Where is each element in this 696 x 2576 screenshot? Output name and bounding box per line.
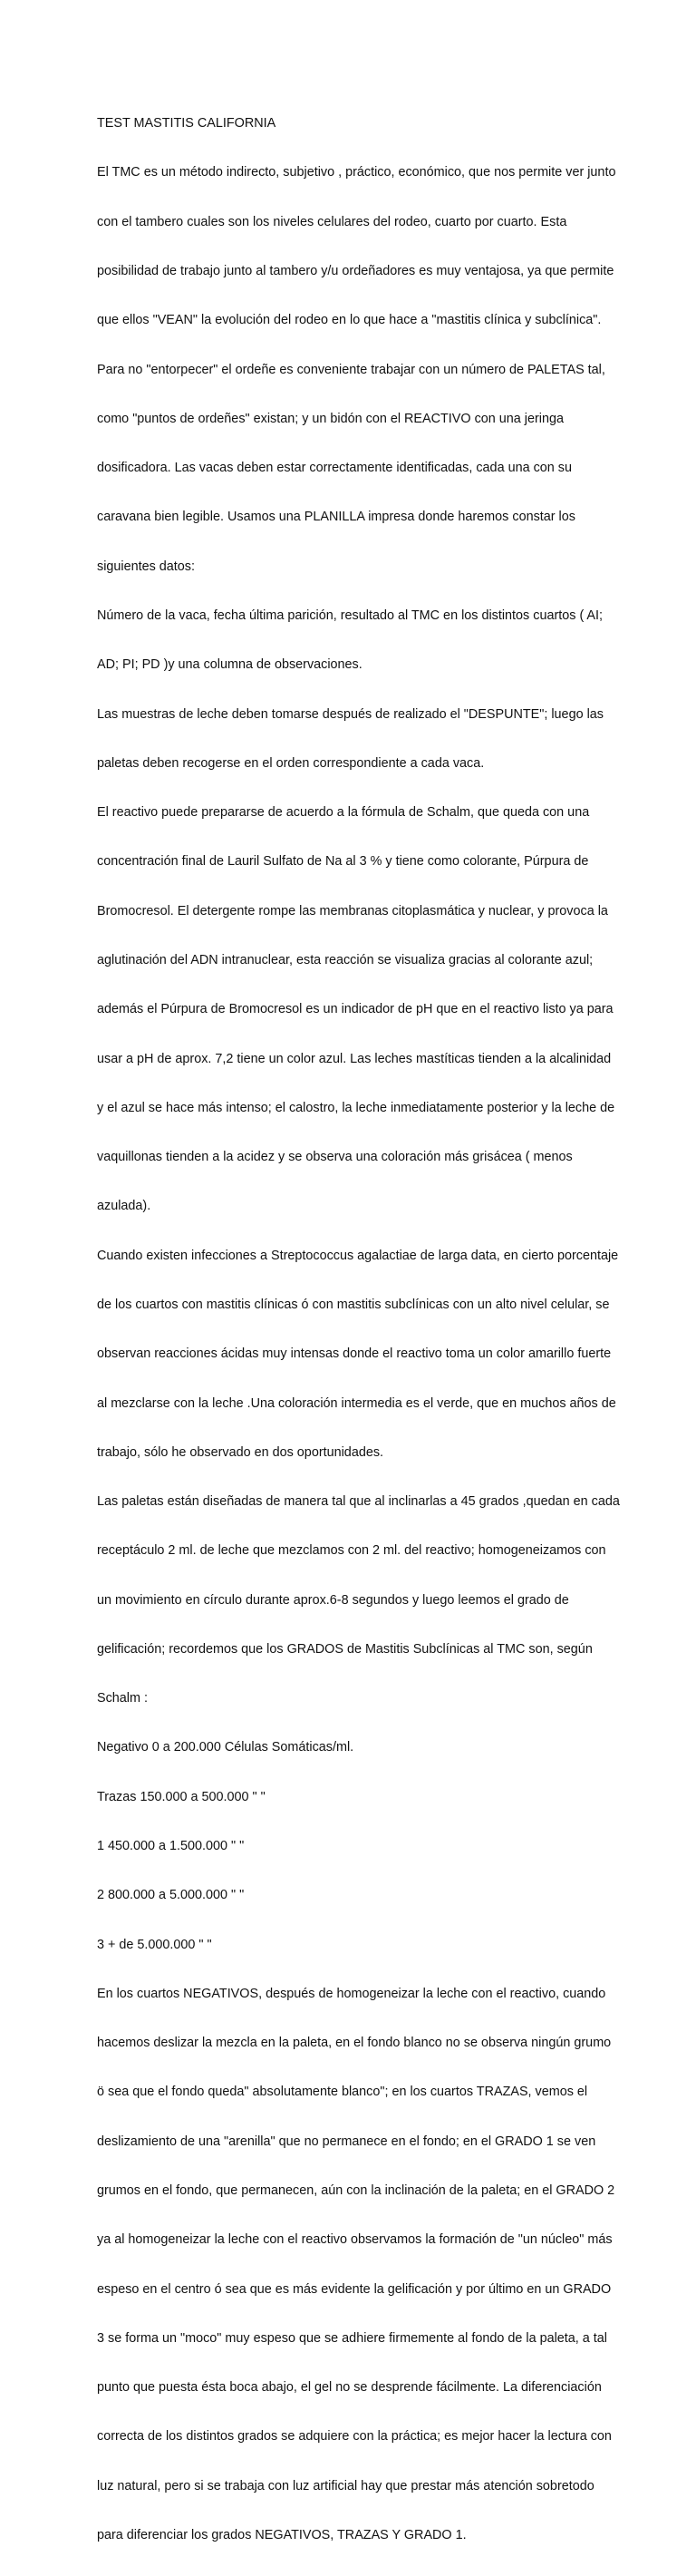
paragraph-line: receptáculo 2 ml. de leche que mezclamos con 2 ml. del reactivo; homogeneizamos con: [97, 1543, 606, 1559]
paragraph-line: usar a pH de aprox. 7,2 tiene un color azul. Las leches mastíticas tienden a la alcalinidad: [97, 1051, 612, 1066]
paragraph-line: aglutinación del ADN intranuclear, esta reacción se visualiza gracias al colorante azul;: [97, 952, 594, 967]
paragraph-line: un movimiento en círculo durante aprox.6-8 segundos y luego leemos el grado de: [97, 1592, 569, 1608]
paragraph-line: espeso en el centro ó sea que es más evidente la gelificación y por último en un GRADO: [97, 2281, 612, 2297]
paragraph-line: azulada).: [97, 1199, 151, 1214]
paragraph-line: hacemos deslizar la mezcla en la paleta, en el fondo blanco no se observa ningún grumo: [97, 2036, 612, 2051]
grade-line: 3 + de 5.000.000 " ": [97, 1937, 212, 1952]
paragraph-line: como "puntos de ordeñes" existan; y un bidón con el REACTIVO con una jeringa: [97, 411, 564, 426]
paragraph-line: Las paletas están diseñadas de manera tal que al inclinarlas a 45 grados ,quedan en cada: [97, 1494, 620, 1510]
paragraph-line: Bromocresol. El detergente rompe las membranas citoplasmática y nuclear, y provoca la: [97, 903, 608, 919]
paragraph-line: gelificación; recordemos que los GRADOS de Mastitis Subclínicas al TMC son, según: [97, 1641, 593, 1657]
paragraph-line: Para no "entorpecer" el ordeñe es conveniente trabajar con un número de PALETAS tal,: [97, 362, 605, 377]
paragraph-line: de los cuartos con mastitis clínicas ó con mastitis subclínicas con un alto nivel celular, se: [97, 1297, 610, 1312]
grade-line: Negativo 0 a 200.000 Células Somáticas/ml.: [97, 1740, 354, 1755]
document-body: [97, 83, 620, 2576]
paragraph-line: dosificadora. Las vacas deben estar correctamente identificadas, cada una con su: [97, 461, 572, 476]
paragraph-line: ö sea que el fondo queda" absolutamente blanco"; en los cuartos TRAZAS, vemos el: [97, 2085, 588, 2100]
paragraph-line: El reactivo puede prepararse de acuerdo a la fórmula de Schalm, que queda con una: [97, 805, 590, 821]
paragraph-line: observan reacciones ácidas muy intensas donde el reactivo toma un color amarillo fuerte: [97, 1346, 612, 1362]
paragraph-line: concentración final de Lauril Sulfato de Na al 3 % y tiene como colorante, Púrpura de: [97, 854, 589, 870]
paragraph-line: paletas deben recogerse en el orden correspondiente a cada vaca.: [97, 755, 485, 771]
paragraph-line: AD; PI; PD )y una columna de observaciones.: [97, 657, 362, 673]
grade-line: 2 800.000 a 5.000.000 " ": [97, 1888, 245, 1903]
paragraph-line: Número de la vaca, fecha última parición, resultado al TMC en los distintos cuartos ( AI;: [97, 608, 604, 623]
document-title: TEST MASTITIS CALIFORNIA: [97, 116, 276, 131]
paragraph-line: posibilidad de trabajo junto al tambero y/u ordeñadores es muy ventajosa, ya que permite: [97, 264, 614, 279]
paragraph-line: Cuando existen infecciones a Streptococcus agalactiae de larga data, en cierto porcentaje: [97, 1248, 619, 1263]
paragraph-line: El TMC es un método indirecto, subjetivo , práctico, económico, que nos permite ver junto: [97, 165, 616, 180]
paragraph-line: que ellos "VEAN" la evolución del rodeo en lo que hace a "mastitis clínica y subclínica".: [97, 313, 602, 328]
paragraph-line: además el Púrpura de Bromocresol es un indicador de pH que en el reactivo listo ya para: [97, 1002, 614, 1017]
paragraph-line: siguientes datos:: [97, 559, 196, 574]
paragraph-line: ya al homogeneizar la leche con el reactivo observamos la formación de "un núcleo" más: [97, 2232, 613, 2248]
paragraph-line: vaquillonas tienden a la acidez y se observa una coloración más grisácea ( menos: [97, 1150, 573, 1165]
paragraph-line: 3 se forma un "moco" muy espeso que se adhiere firmemente al fondo de la paleta, a tal: [97, 2330, 607, 2346]
paragraph-line: y el azul se hace más intenso; el calostro, la leche inmediatamente posterior y la leche de: [97, 1100, 615, 1115]
paragraph-line: trabajo, sólo he observado en dos oportunidades.: [97, 1444, 384, 1460]
paragraph-line: Las muestras de leche deben tomarse después de realizado el "DESPUNTE"; luego las: [97, 706, 604, 722]
paragraph-line: para diferenciar los grados NEGATIVOS, TRAZAS Y GRADO 1.: [97, 2527, 467, 2542]
paragraph-line: con el tambero cuales son los niveles celulares del rodeo, cuarto por cuarto. Esta: [97, 214, 567, 229]
paragraph-line: punto que puesta ésta boca abajo, el gel no se desprende fácilmente. La diferenciación: [97, 2380, 602, 2396]
paragraph-line: luz natural, pero si se trabaja con luz artificial hay que prestar más atención sobretodo: [97, 2478, 594, 2493]
paragraph-line: Schalm :: [97, 1691, 148, 1706]
paragraph-line: correcta de los distintos grados se adquiere con la práctica; es mejor hacer la lectura con: [97, 2429, 612, 2445]
paragraph-line: caravana bien legible. Usamos una PLANILLA impresa donde haremos constar los: [97, 510, 575, 525]
paragraph-line: al mezclarse con la leche .Una coloración intermedia es el verde, que en muchos años de: [97, 1395, 616, 1411]
paragraph-line: En los cuartos NEGATIVOS, después de homogeneizar la leche con el reactivo, cuando: [97, 1986, 606, 2001]
paragraph-line: grumos en el fondo, que permanecen, aún con la inclinación de la paleta; en el GRADO 2: [97, 2183, 615, 2198]
grade-line: 1 450.000 a 1.500.000 " ": [97, 1839, 245, 1854]
paragraph-line: deslizamiento de una "arenilla" que no permanece en el fondo; en el GRADO 1 se ven: [97, 2134, 596, 2149]
grade-line: Trazas 150.000 a 500.000 " ": [97, 1789, 266, 1804]
